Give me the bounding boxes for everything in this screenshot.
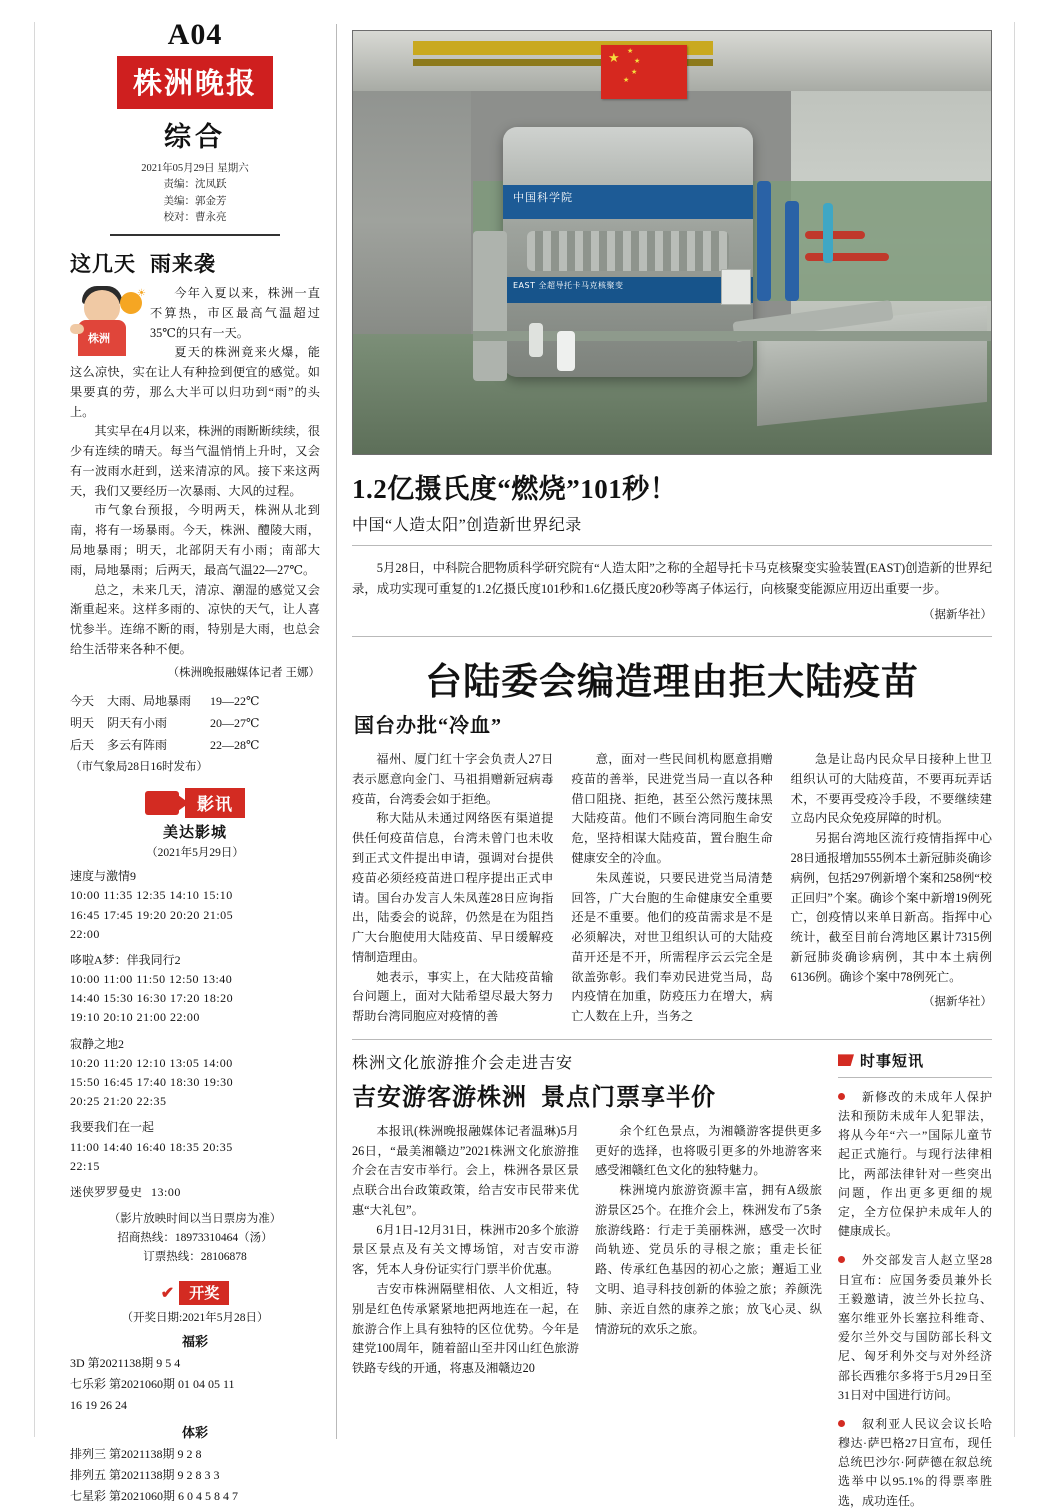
movie-times: 19:10 20:10 21:00 22:00 <box>70 1010 200 1025</box>
film-camera-icon <box>145 791 179 815</box>
brief-text: 外交部发言人赵立坚28日宣布：应国务委员兼外长王毅邀请，波兰外长拉乌、塞尔维亚外长塞拉科维奇、爱尔兰外交与国防部长科文尼、匈牙利外交与对外经济部长西雅尔多将于5月29日至31日对中国进行访问。 <box>838 1253 992 1402</box>
movie-listing <box>70 1183 320 1202</box>
device-label: EAST 全超导托卡马克核聚变 <box>513 281 624 290</box>
forecast-cond: 多云有阵雨 <box>107 737 168 752</box>
story2-headline: 台陆委会编造理由拒大陆疫苗 <box>425 662 919 704</box>
weather-byline: （株洲晚报融媒体记者 王娜） <box>167 666 320 679</box>
weather-para: 总之，未来几天，清凉、潮湿的感觉又会渐重起来。这样多雨的、凉快的天气，让人喜忧参半。连绵不断的雨，特别是大雨，也总会给生活带来各种不便。 <box>70 582 320 656</box>
story2-para: 意，面对一些民间机构愿意捐赠疫苗的善举，民进党当局一直以各种借口阻挠、拒绝，甚至公然污蔑抹黑大陆疫苗。他们不顾台湾同胞生命安危，坚持相谋大陆疫苗，置台胞生命健康安全的冷血。 <box>571 752 773 865</box>
forecast-temp: 22—28℃ <box>210 737 260 752</box>
masthead <box>117 56 273 154</box>
brief-item <box>838 1088 992 1242</box>
movie-times: 15:50 16:45 17:40 18:30 19:30 <box>70 1075 234 1090</box>
bullet-icon <box>838 1256 845 1263</box>
brief-item <box>838 1251 992 1405</box>
movie-listing <box>70 1118 320 1176</box>
forecast-cond: 阴天有小雨 <box>107 715 168 730</box>
cinema-hotline-2: 订票热线：28106878 <box>143 1251 247 1264</box>
cinema-footer <box>70 1210 320 1267</box>
lottery-date: （开奖日期:2021年5月28日） <box>121 1312 269 1325</box>
masthead-date: 2021年05月29日 星期六 <box>141 163 249 174</box>
briefs-box <box>838 1050 992 1511</box>
cinema-badge: 影讯 <box>185 788 245 818</box>
masthead-section: 综合 <box>164 122 226 152</box>
weather-para: 今年入夏以来，株洲一直不算热，市区最高气温超过35℃的只有一天。 <box>150 286 320 340</box>
masthead-rule <box>110 234 280 236</box>
bullet-icon <box>838 1093 845 1100</box>
page-edge-right <box>1014 22 1025 1437</box>
brief-item <box>838 1415 992 1511</box>
page-edge-left <box>14 22 35 1437</box>
story1-body <box>352 558 992 600</box>
lottery-group-title: 福彩 <box>181 1334 208 1350</box>
check-icon: ✔ <box>160 1285 175 1303</box>
forecast-table <box>70 690 320 757</box>
forecast-day: 后天 <box>70 737 95 752</box>
movie-times: 16:45 17:45 19:20 20:20 21:05 <box>70 907 234 922</box>
lead-photo <box>352 30 992 455</box>
cinema-badge-row <box>70 788 320 818</box>
forecast-temp: 19—22℃ <box>210 693 260 708</box>
bullet-icon <box>838 1420 845 1427</box>
story2-column <box>791 750 992 1027</box>
story2-subhead: 国台办批“冷血” <box>354 715 502 738</box>
weather-mascot-icon: ☀ 株洲 <box>70 286 144 360</box>
lottery-line: 16 19 26 24 <box>70 1398 127 1413</box>
story3-column <box>352 1122 579 1379</box>
flag-icon <box>838 1054 854 1066</box>
movie-title: 哆啦A梦：伴我同行2 <box>70 952 181 967</box>
movie-times: 10:20 11:20 12:10 13:05 14:00 <box>70 1055 233 1070</box>
story1-source: （据新华社） <box>923 609 992 622</box>
story2-column <box>571 750 772 1027</box>
main-column <box>352 30 992 1511</box>
movie-listing <box>70 1035 320 1112</box>
masthead-designer: 美编：郭金芳 <box>163 195 227 207</box>
story1-headline: 1.2亿摄氏度“燃烧”101秒！ <box>352 474 678 504</box>
lottery-line: 排列五 第2021138期 9 2 8 3 3 <box>70 1468 220 1483</box>
bottom-section <box>352 1050 992 1511</box>
weather-para: 其实早在4月以来，株洲的雨断断续续，很少有连续的晴天。每当气温悄悄上升时，又会有一波雨水赶到，送来清凉的风。接下来这两天，我们又要经历一次暴雨、大风的过程。 <box>70 424 320 498</box>
cinema-name: 美达影城 <box>162 825 227 842</box>
lottery-line: 3D 第2021138期 9 5 4 <box>70 1356 181 1371</box>
forecast-row <box>70 712 320 734</box>
movie-times: 20:25 21:20 22:35 <box>70 1094 167 1109</box>
story3-columns <box>352 1122 822 1379</box>
briefs-title: 时事短讯 <box>860 1053 925 1070</box>
brief-text: 叙利亚人民议会议长哈穆达·萨巴格27日宣布，现任总统巴沙尔·阿萨德在叙总统选举中以95.1%的得票率胜选，成功连任。 <box>838 1416 992 1508</box>
forecast-temp: 20—27℃ <box>210 715 260 730</box>
movie-times: 13:00 <box>151 1184 181 1199</box>
story3-kicker: 株洲文化旅游推介会走进吉安 <box>352 1054 574 1072</box>
story1-subhead: 中国“人造太阳”创造新世界纪录 <box>352 517 582 534</box>
movie-times: 22:15 <box>70 1158 100 1173</box>
story3-headline <box>352 1077 822 1112</box>
lottery-line: 七星彩 第2021060期 6 0 4 5 8 4 7 <box>70 1489 239 1504</box>
lottery-group-title: 体彩 <box>181 1425 208 1441</box>
story1-para: 5月28日，中科院合肥物质科学研究院有“人造太阳”之称的全超导托卡马克核聚变实验装置(EAST)创造新的世界纪录，成功实现可重复的1.2亿摄氏度101秒和1.6亿摄氏度20秒等离子体运行，向核聚变能源应用迈出重要一步。 <box>352 561 992 597</box>
movie-title: 速度与激情9 <box>70 869 137 884</box>
forecast-row <box>70 690 320 712</box>
weather-para: 市气象台预报，今明两天，株洲从北到南，将有一场暴雨。今天，株洲、醴陵大雨，局地暴雨；明天，北部阴天有小雨；南部大雨，局地暴雨；后两天，最高气温22—27℃。 <box>70 503 320 577</box>
lottery-badge-row <box>70 1281 320 1305</box>
story2-column <box>352 750 553 1027</box>
movie-title: 寂静之地2 <box>70 1036 125 1051</box>
story3-para: 株洲境内旅游资源丰富，拥有A级旅游景区25个。在推介会上，株洲发布了5条旅游线路：行走于美丽株洲，感受一次时尚轨迹、党员乐的寻根之旅；重走长征路、传承红色基因的初心之旅；邂逅工业文明、追寻科技创新的体验之旅；养颜洗肺、亲近自然的康养之旅；放飞心灵、纵情游玩的欢乐之旅。 <box>595 1183 822 1336</box>
forecast-day: 今天 <box>70 693 95 708</box>
story2-para: 另据台湾地区流行疫情指挥中心28日通报增加555例本土新冠肺炎确诊病例，包括297例新增个案和258例“校正回归”个案。确诊个案中新增19例死亡，创疫情以来单日新高。指挥中心统计，截至目前台湾地区累计7315例新冠肺炎确诊病例，其中本土病例6136例。确诊个案中78例死亡。 <box>790 831 992 984</box>
movie-title: 我要我们在一起 <box>70 1120 155 1135</box>
cinema-note: （影片放映时间以当日票房为准） <box>108 1213 282 1226</box>
masthead-logo: 株洲晚报 <box>117 56 273 109</box>
forecast-day: 明天 <box>70 715 95 730</box>
masthead-editor: 责编：沈凤跃 <box>163 179 227 191</box>
weather-headline-b: 雨来袭 <box>150 252 216 277</box>
masthead-proofreader: 校对：曹永亮 <box>163 211 227 223</box>
story3-para: 本报讯(株洲晚报融媒体记者温琳)5月26日，“最美湘赣边”2021株洲文化旅游推介会在吉安市举行。会上，株洲各景区景点联合出台政策政策，给吉安市民带来优惠“大礼包”。 <box>352 1123 579 1217</box>
story2-para: 她表示，事实上，在大陆疫苗输台问题上，面对大陆希望尽最大努力帮助台湾同胞应对疫情的善 <box>352 969 554 1024</box>
cinema-date: （2021年5月29日） <box>146 847 244 860</box>
story3-para: 吉安市株洲隔壁相依、人文相近，特别是红色传承紧紧地把两地连在一起，在旅游合作上具有独特的区位优势。今年是建党100周年，随着韶山至井冈山红色旅游铁路专线的开通，将惠及湘赣边20 <box>352 1282 579 1376</box>
story3-para: 6月1日-12月31日，株洲市20多个旅游景区景点及有关文博场馆，对吉安市游客，凭本人身份证实行门票半价优惠。 <box>352 1222 579 1277</box>
story2-para: 急是让岛内民众早日接种上世卫组织认可的大陆疫苗，不要再玩弄话术，不要再受疫冷手段，不要继续建立岛内民众免疫屏障的时机。 <box>790 752 992 826</box>
lottery-line: 七乐彩 第2021060期 01 04 05 11 <box>70 1377 235 1392</box>
story3-headline-b: 景点门票享半价 <box>541 1084 716 1111</box>
movie-title: 迷侠罗罗曼史 <box>70 1184 143 1199</box>
story2-para: 称大陆从未通过网络医有渠道提供任何疫苗信息，台湾未曾门也未收到正式文件提出申请，强调对台提供疫苗必须经疫苗进口程序提出正式申请。国台办发言人朱凤莲28日应询指出，陆委会的说辞，仍然是在为阻挡广大台胞使用大陆疫苗、早日缓解疫情制造理由。 <box>352 811 554 964</box>
weather-para: 夏天的株洲竟来火爆，能这么凉快，实在让人有种捡到便宜的感觉。如果要真的劳，那么大半可以归功到“雨”的头上。 <box>70 345 320 419</box>
weather-headline-a: 这几天 <box>70 252 136 277</box>
movie-times: 14:40 15:30 16:30 17:20 18:20 <box>70 991 234 1006</box>
story3-headline-a: 吉安游客游株洲 <box>352 1084 527 1111</box>
story2-para: 福州、厦门红十字会负责人27日表示愿意向金门、马祖捐赠新冠病毒疫苗，台湾委会如于拒绝。 <box>352 752 554 806</box>
weather-headline <box>70 248 320 278</box>
story3 <box>352 1050 822 1511</box>
story2-para: 朱凤莲说，只要民进党当局清楚回答，广大台胞的生命健康安全重要还是不重要。他们的疫苗需求是不是必须解决，对世卫组织认可的大陆疫苗开还是不开，所需程序云云完全是欲盖弥彰。我们奉劝民进党当局，岛内疫情在加重，防疫压力在增大，病亡人数在上升，当务之 <box>571 870 773 1024</box>
movie-times: 10:00 11:00 11:50 12:50 13:40 <box>70 972 233 987</box>
device-logo-text: 中国科学院 <box>513 191 573 204</box>
briefs-header <box>838 1050 992 1071</box>
cinema-hotline-1: 招商热线：18973310464（汤） <box>117 1232 273 1245</box>
movie-times: 10:00 11:35 12:35 14:10 15:10 <box>70 888 233 903</box>
forecast-note: （市气象局28日16时发布） <box>70 761 208 774</box>
story3-column <box>595 1122 822 1379</box>
china-flag-icon: ★ ★ ★ ★ ★ <box>601 45 687 99</box>
forecast-cond: 大雨、局地暴雨 <box>107 693 192 708</box>
movie-listing <box>70 951 320 1028</box>
story3-para: 余个红色景点，为湘赣游客提供更多更好的选择，也将吸引更多的外地游客来感受湘赣红色文化的独特魅力。 <box>595 1123 822 1178</box>
story2-source: （据新华社） <box>922 996 992 1009</box>
lottery-badge: 开奖 <box>179 1281 229 1305</box>
left-column <box>70 18 320 1507</box>
page-folio: A04 <box>167 18 223 51</box>
lottery-line: 排列三 第2021138期 9 2 8 <box>70 1447 202 1462</box>
story2-columns <box>352 750 992 1027</box>
movie-times: 11:00 14:40 16:40 18:35 20:35 <box>70 1139 233 1154</box>
brief-text: 新修改的未成年人保护法和预防未成年人犯罪法，将从今年“六一”国际儿童节起正式施行。与现行法律相比，两部法律针对一些突出问题，作出更多更细的规定，全方位保护未成年人的健康成长。 <box>838 1089 992 1239</box>
masthead-meta <box>70 161 320 226</box>
movie-times: 22:00 <box>70 926 100 941</box>
movie-listing <box>70 867 320 944</box>
weather-mascot-label: 株洲 <box>88 333 110 346</box>
column-divider <box>336 24 337 1439</box>
forecast-row <box>70 734 320 756</box>
